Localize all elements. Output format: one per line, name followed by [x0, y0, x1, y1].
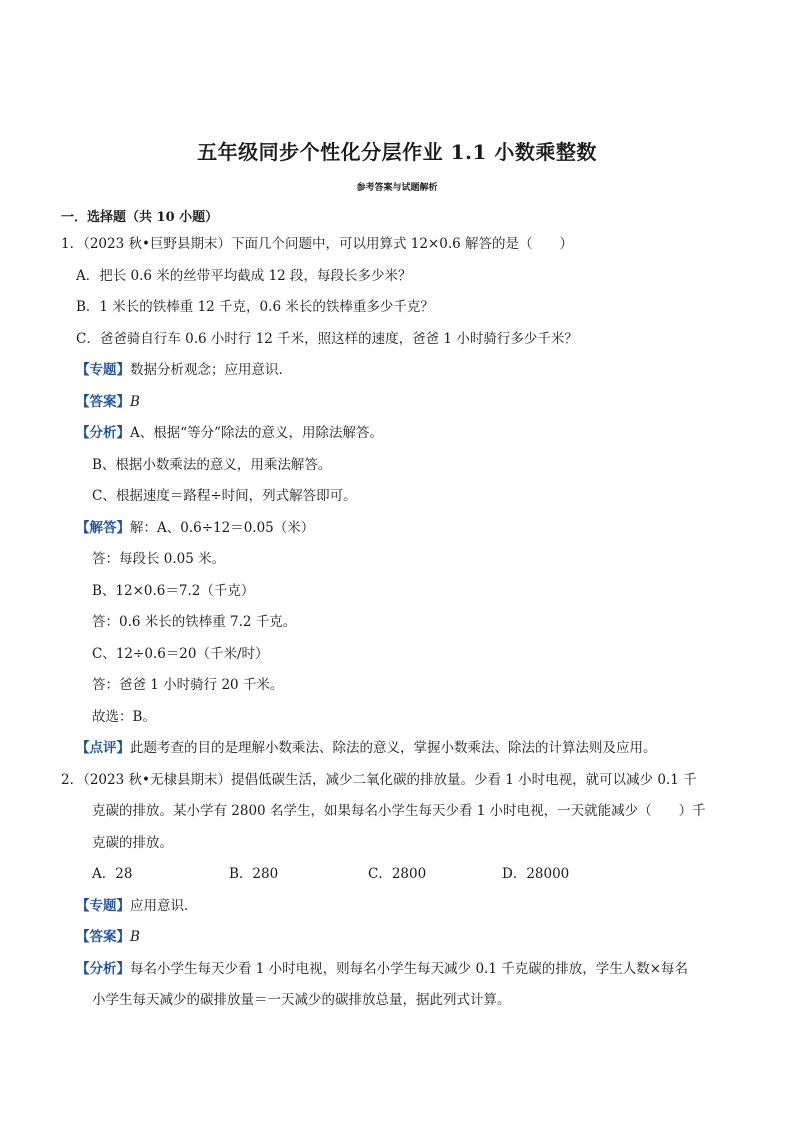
- topic-text: 应用意识．: [130, 898, 198, 914]
- solution-text-1: 解：A、0.6÷12＝0.05（米）: [130, 520, 315, 536]
- q2-stem-1: 2．（2023 秋•无棣县期末）提倡低碳生活，减少二氧化碳的排放量。少看 1 小时电视，就可以减少 0.1 千: [61, 772, 697, 788]
- q1-solution-3: B、12×0.6＝7.2（千克）: [92, 583, 255, 599]
- q1-solution-2: 答：每段长 0.05 米。: [92, 551, 226, 567]
- q1-solution-7: 故选：B。: [92, 709, 156, 725]
- q2-analysis: [76, 959, 688, 979]
- answer-label: 【答案】: [76, 394, 130, 410]
- solution-label: 【解答】: [76, 520, 130, 536]
- q2-answer: [76, 927, 140, 947]
- comment-label: 【点评】: [76, 740, 130, 756]
- analysis-label: 【分析】: [76, 961, 130, 977]
- answer-text: B: [130, 394, 140, 410]
- q1-analysis: [76, 423, 383, 443]
- analysis-text-1: 每名小学生每天少看 1 小时电视，则每名小学生每天减少 0.1 千克碳的排放，学生人数×每名: [130, 961, 689, 977]
- q1-topic: [76, 360, 292, 380]
- q2-option-d: D．28000: [502, 866, 570, 882]
- q2-analysis-2: 小学生每天减少的碳排放量＝一天减少的碳排放总量，据此列式计算。: [92, 992, 511, 1008]
- analysis-label: 【分析】: [76, 425, 130, 441]
- topic-label: 【专题】: [76, 898, 130, 914]
- answer-label: 【答案】: [76, 929, 130, 945]
- q1-option-c: C．爸爸骑自行车 0.6 小时行 12 千米，照这样的速度，爸爸 1 小时骑行多少千米？: [76, 331, 578, 347]
- q1-comment: [76, 738, 657, 758]
- q2-option-a: A．28: [92, 866, 133, 882]
- section-heading: 一．选择题（共 10 小题）: [61, 210, 219, 225]
- page-title: 五年级同步个性化分层作业 1.1 小数乘整数: [197, 140, 597, 164]
- q1-solution: [76, 518, 314, 538]
- topic-label: 【专题】: [76, 362, 130, 378]
- q1-option-b: B．1 米长的铁棒重 12 千克，0.6 米长的铁棒重多少千克？: [76, 299, 434, 315]
- q1-stem: 1．（2023 秋•巨野县期末）下面几个问题中，可以用算式 12×0.6 解答的是（ ）: [61, 236, 573, 252]
- comment-text: 此题考查的目的是理解小数乘法、除法的意义，掌握小数乘法、除法的计算法则及应用。: [130, 740, 657, 756]
- q1-solution-5: C、12÷0.6＝20（千米/时）: [92, 646, 269, 662]
- q2-option-c: C．2800: [368, 866, 427, 882]
- analysis-text-1: A、根据“等分”除法的意义，用除法解答。: [130, 425, 384, 441]
- q1-solution-4: 答：0.6 米长的铁棒重 7.2 千克。: [92, 614, 297, 630]
- q2-option-b: B．280: [229, 866, 279, 882]
- answer-text: B: [130, 929, 140, 945]
- q1-analysis-3: C、根据速度＝路程÷时间，列式解答即可。: [92, 488, 357, 504]
- q2-stem-3: 克碳的排放。: [92, 835, 173, 851]
- topic-text: 数据分析观念；应用意识．: [130, 362, 292, 378]
- q2-topic: [76, 896, 198, 916]
- q1-solution-6: 答：爸爸 1 小时骑行 20 千米。: [92, 677, 284, 693]
- page-subtitle: 参考答案与试题解析: [356, 183, 438, 193]
- q1-answer: [76, 392, 140, 412]
- q2-stem-2: 克碳的排放。某小学有 2800 名学生，如果每名小学生每天少看 1 小时电视，一天就能减少（ ）千: [92, 803, 706, 819]
- q1-option-a: A．把长 0.6 米的丝带平均截成 12 段，每段长多少米？: [76, 268, 412, 284]
- q1-analysis-2: B、根据小数乘法的意义，用乘法解答。: [92, 457, 332, 473]
